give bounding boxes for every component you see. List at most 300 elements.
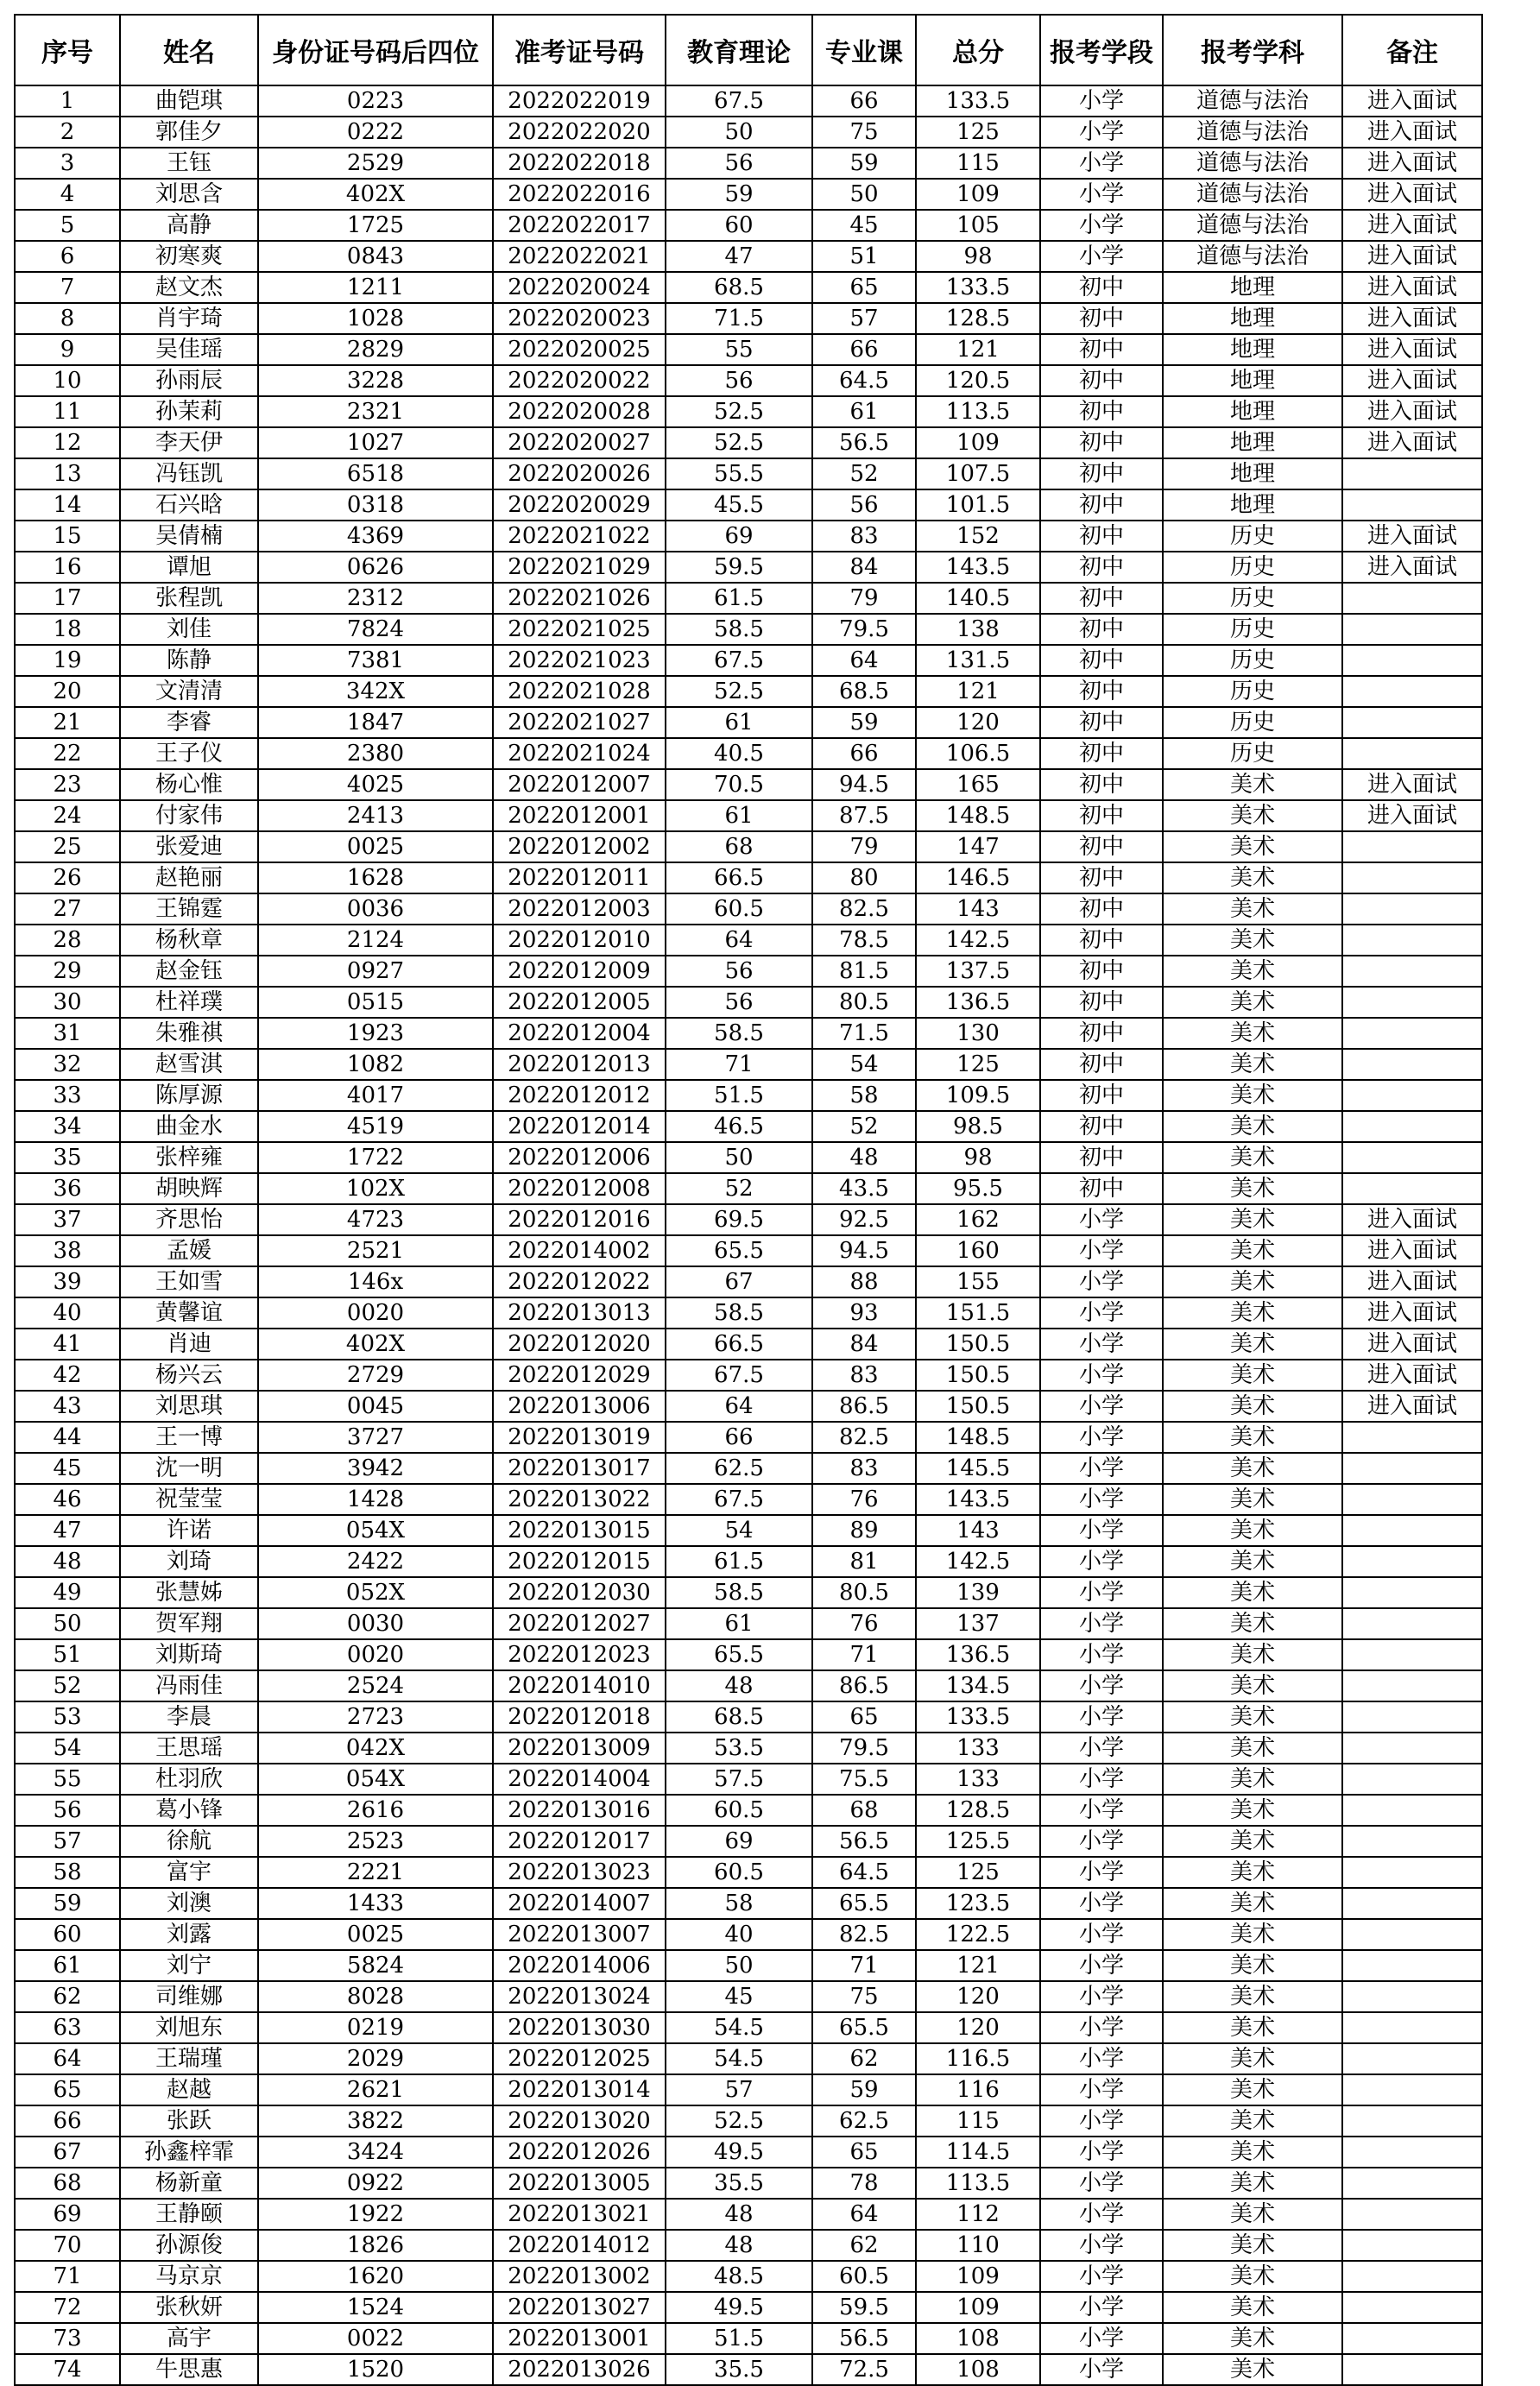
cell-subject: 地理 — [1163, 303, 1342, 334]
table-row — [15, 85, 1482, 117]
cell-school-level: 小学 — [1040, 2012, 1163, 2043]
cell-major-course: 61 — [812, 396, 916, 427]
cell-seq: 56 — [15, 1795, 120, 1826]
table-row — [15, 2012, 1482, 2043]
cell-seq: 31 — [15, 1018, 120, 1049]
cell-major-course: 71 — [812, 1639, 916, 1670]
cell-subject: 地理 — [1163, 427, 1342, 458]
cell-exam-number: 2022012022 — [493, 1266, 666, 1297]
cell-school-level: 小学 — [1040, 1888, 1163, 1919]
cell-seq: 46 — [15, 1484, 120, 1515]
cell-major-course: 75.5 — [812, 1764, 916, 1795]
cell-major-course: 86.5 — [812, 1391, 916, 1422]
cell-school-level: 初中 — [1040, 303, 1163, 334]
cell-remark — [1342, 1733, 1482, 1764]
table-row — [15, 1329, 1482, 1360]
cell-major-course: 83 — [812, 1453, 916, 1484]
cell-name: 沈一明 — [120, 1453, 258, 1484]
cell-subject: 美术 — [1163, 1204, 1342, 1235]
cell-school-level: 小学 — [1040, 1577, 1163, 1608]
cell-seq: 66 — [15, 2105, 120, 2137]
cell-exam-number: 2022012003 — [493, 893, 666, 925]
cell-remark — [1342, 1701, 1482, 1733]
cell-id-last4: 2029 — [258, 2043, 493, 2074]
cell-exam-number: 2022014006 — [493, 1950, 666, 1981]
cell-id-last4: 3228 — [258, 365, 493, 396]
cell-major-course: 82.5 — [812, 1422, 916, 1453]
cell-remark — [1342, 1950, 1482, 1981]
cell-total: 139 — [916, 1577, 1040, 1608]
cell-seq: 45 — [15, 1453, 120, 1484]
cell-education-theory: 49.5 — [666, 2137, 812, 2168]
cell-subject: 美术 — [1163, 1608, 1342, 1639]
table-row — [15, 1733, 1482, 1764]
cell-subject: 美术 — [1163, 1733, 1342, 1764]
cell-education-theory: 35.5 — [666, 2354, 812, 2385]
cell-name: 王如雪 — [120, 1266, 258, 1297]
cell-education-theory: 60 — [666, 210, 812, 241]
cell-major-course: 92.5 — [812, 1204, 916, 1235]
cell-total: 101.5 — [916, 489, 1040, 521]
cell-total: 109 — [916, 179, 1040, 210]
cell-exam-number: 2022022018 — [493, 148, 666, 179]
cell-education-theory: 67.5 — [666, 1360, 812, 1391]
table-row — [15, 2168, 1482, 2199]
cell-remark — [1342, 1111, 1482, 1142]
table-row — [15, 769, 1482, 800]
cell-major-course: 50 — [812, 179, 916, 210]
cell-total: 134.5 — [916, 1670, 1040, 1701]
cell-subject: 历史 — [1163, 552, 1342, 583]
cell-school-level: 初中 — [1040, 800, 1163, 831]
cell-seq: 69 — [15, 2199, 120, 2230]
cell-name: 马京京 — [120, 2261, 258, 2292]
cell-seq: 22 — [15, 738, 120, 769]
cell-id-last4: 1847 — [258, 707, 493, 738]
cell-education-theory: 57 — [666, 2074, 812, 2105]
cell-seq: 3 — [15, 148, 120, 179]
cell-exam-number: 2022012020 — [493, 1329, 666, 1360]
cell-total: 150.5 — [916, 1329, 1040, 1360]
table-row — [15, 1639, 1482, 1670]
cell-exam-number: 2022013001 — [493, 2323, 666, 2354]
cell-school-level: 初中 — [1040, 1049, 1163, 1080]
cell-remark: 进入面试 — [1342, 1360, 1482, 1391]
table-row — [15, 365, 1482, 396]
cell-school-level: 初中 — [1040, 645, 1163, 676]
cell-seq: 1 — [15, 85, 120, 117]
header-exam-number: 准考证号码 — [493, 15, 666, 85]
cell-total: 120.5 — [916, 365, 1040, 396]
cell-id-last4: 146x — [258, 1266, 493, 1297]
cell-remark: 进入面试 — [1342, 148, 1482, 179]
cell-name: 曲金水 — [120, 1111, 258, 1142]
cell-subject: 美术 — [1163, 831, 1342, 862]
cell-school-level: 初中 — [1040, 925, 1163, 956]
cell-id-last4: 402X — [258, 179, 493, 210]
cell-id-last4: 1524 — [258, 2292, 493, 2323]
cell-exam-number: 2022012017 — [493, 1826, 666, 1857]
cell-name: 刘澳 — [120, 1888, 258, 1919]
cell-name: 杜祥璞 — [120, 987, 258, 1018]
cell-id-last4: 0036 — [258, 893, 493, 925]
cell-subject: 美术 — [1163, 925, 1342, 956]
cell-seq: 25 — [15, 831, 120, 862]
table-row — [15, 1453, 1482, 1484]
cell-seq: 62 — [15, 1981, 120, 2012]
cell-remark: 进入面试 — [1342, 334, 1482, 365]
cell-education-theory: 60.5 — [666, 1857, 812, 1888]
cell-exam-number: 2022020028 — [493, 396, 666, 427]
cell-remark — [1342, 831, 1482, 862]
cell-subject: 美术 — [1163, 1453, 1342, 1484]
cell-major-course: 71 — [812, 1950, 916, 1981]
cell-remark: 进入面试 — [1342, 552, 1482, 583]
cell-major-course: 56.5 — [812, 1826, 916, 1857]
cell-exam-number: 2022013014 — [493, 2074, 666, 2105]
cell-total: 136.5 — [916, 987, 1040, 1018]
cell-name: 贺军翔 — [120, 1608, 258, 1639]
cell-subject: 美术 — [1163, 1049, 1342, 1080]
cell-exam-number: 2022022019 — [493, 85, 666, 117]
cell-major-course: 59 — [812, 148, 916, 179]
cell-remark — [1342, 2012, 1482, 2043]
table-row — [15, 1142, 1482, 1173]
cell-subject: 道德与法治 — [1163, 179, 1342, 210]
cell-total: 115 — [916, 148, 1040, 179]
cell-seq: 20 — [15, 676, 120, 707]
cell-name: 孙源俊 — [120, 2230, 258, 2261]
cell-major-course: 66 — [812, 738, 916, 769]
cell-school-level: 初中 — [1040, 614, 1163, 645]
cell-education-theory: 52.5 — [666, 396, 812, 427]
cell-school-level: 初中 — [1040, 987, 1163, 1018]
cell-id-last4: 0020 — [258, 1639, 493, 1670]
cell-education-theory: 67.5 — [666, 645, 812, 676]
cell-exam-number: 2022013005 — [493, 2168, 666, 2199]
cell-seq: 58 — [15, 1857, 120, 1888]
cell-total: 114.5 — [916, 2137, 1040, 2168]
cell-subject: 美术 — [1163, 2043, 1342, 2074]
cell-school-level: 初中 — [1040, 552, 1163, 583]
cell-id-last4: 4017 — [258, 1080, 493, 1111]
cell-name: 王子仪 — [120, 738, 258, 769]
cell-remark — [1342, 676, 1482, 707]
cell-major-course: 82.5 — [812, 893, 916, 925]
cell-exam-number: 2022021026 — [493, 583, 666, 614]
cell-name: 赵金钰 — [120, 956, 258, 987]
cell-remark — [1342, 2230, 1482, 2261]
cell-school-level: 小学 — [1040, 117, 1163, 148]
cell-education-theory: 61 — [666, 707, 812, 738]
cell-education-theory: 66.5 — [666, 862, 812, 893]
cell-remark: 进入面试 — [1342, 521, 1482, 552]
table-row — [15, 303, 1482, 334]
cell-seq: 15 — [15, 521, 120, 552]
cell-subject: 美术 — [1163, 1826, 1342, 1857]
cell-id-last4: 0927 — [258, 956, 493, 987]
cell-name: 谭旭 — [120, 552, 258, 583]
cell-subject: 美术 — [1163, 1670, 1342, 1701]
cell-subject: 美术 — [1163, 1764, 1342, 1795]
cell-seq: 7 — [15, 272, 120, 303]
cell-total: 107.5 — [916, 458, 1040, 489]
cell-total: 140.5 — [916, 583, 1040, 614]
cell-seq: 42 — [15, 1360, 120, 1391]
table-row — [15, 2354, 1482, 2385]
cell-major-course: 58 — [812, 1080, 916, 1111]
cell-total: 155 — [916, 1266, 1040, 1297]
cell-name: 胡映辉 — [120, 1173, 258, 1204]
cell-school-level: 小学 — [1040, 1266, 1163, 1297]
cell-id-last4: 054X — [258, 1515, 493, 1546]
cell-name: 刘旭东 — [120, 2012, 258, 2043]
header-subject: 报考学科 — [1163, 15, 1342, 85]
cell-total: 133.5 — [916, 1701, 1040, 1733]
cell-exam-number: 2022020022 — [493, 365, 666, 396]
cell-total: 122.5 — [916, 1919, 1040, 1950]
cell-name: 王瑞瑾 — [120, 2043, 258, 2074]
cell-major-course: 66 — [812, 85, 916, 117]
cell-id-last4: 0030 — [258, 1608, 493, 1639]
cell-school-level: 小学 — [1040, 1391, 1163, 1422]
cell-major-course: 75 — [812, 1981, 916, 2012]
cell-major-course: 48 — [812, 1142, 916, 1173]
cell-exam-number: 2022012027 — [493, 1608, 666, 1639]
cell-education-theory: 67.5 — [666, 1484, 812, 1515]
cell-major-course: 45 — [812, 210, 916, 241]
cell-major-course: 86.5 — [812, 1670, 916, 1701]
cell-seq: 40 — [15, 1297, 120, 1329]
cell-name: 王锦霆 — [120, 893, 258, 925]
cell-total: 125 — [916, 1049, 1040, 1080]
cell-education-theory: 52.5 — [666, 427, 812, 458]
cell-id-last4: 0219 — [258, 2012, 493, 2043]
cell-name: 刘佳 — [120, 614, 258, 645]
cell-id-last4: 2321 — [258, 396, 493, 427]
cell-school-level: 初中 — [1040, 1080, 1163, 1111]
cell-total: 150.5 — [916, 1360, 1040, 1391]
cell-seq: 73 — [15, 2323, 120, 2354]
cell-total: 108 — [916, 2323, 1040, 2354]
table-row — [15, 583, 1482, 614]
cell-exam-number: 2022013024 — [493, 1981, 666, 2012]
cell-remark — [1342, 1919, 1482, 1950]
cell-education-theory: 64 — [666, 925, 812, 956]
cell-school-level: 小学 — [1040, 1422, 1163, 1453]
table-row — [15, 2230, 1482, 2261]
cell-education-theory: 67 — [666, 1266, 812, 1297]
cell-education-theory: 47 — [666, 241, 812, 272]
cell-subject: 道德与法治 — [1163, 210, 1342, 241]
cell-exam-number: 2022020024 — [493, 272, 666, 303]
cell-name: 冯钰凯 — [120, 458, 258, 489]
cell-total: 109 — [916, 2292, 1040, 2323]
cell-exam-number: 2022021029 — [493, 552, 666, 583]
cell-remark — [1342, 1484, 1482, 1515]
table-row — [15, 1670, 1482, 1701]
cell-seq: 34 — [15, 1111, 120, 1142]
cell-seq: 71 — [15, 2261, 120, 2292]
table-row — [15, 2199, 1482, 2230]
cell-seq: 13 — [15, 458, 120, 489]
cell-total: 125 — [916, 1857, 1040, 1888]
cell-total: 98 — [916, 241, 1040, 272]
cell-exam-number: 2022022017 — [493, 210, 666, 241]
cell-remark — [1342, 2354, 1482, 2385]
cell-total: 109 — [916, 427, 1040, 458]
cell-remark — [1342, 1515, 1482, 1546]
cell-name: 许诺 — [120, 1515, 258, 1546]
cell-subject: 美术 — [1163, 1329, 1342, 1360]
cell-school-level: 初中 — [1040, 396, 1163, 427]
cell-school-level: 小学 — [1040, 1826, 1163, 1857]
cell-education-theory: 52 — [666, 1173, 812, 1204]
cell-id-last4: 7824 — [258, 614, 493, 645]
cell-education-theory: 45 — [666, 1981, 812, 2012]
cell-education-theory: 70.5 — [666, 769, 812, 800]
cell-exam-number: 2022012006 — [493, 1142, 666, 1173]
cell-name: 刘思含 — [120, 179, 258, 210]
cell-school-level: 小学 — [1040, 2105, 1163, 2137]
cell-major-course: 56.5 — [812, 2323, 916, 2354]
cell-school-level: 初中 — [1040, 956, 1163, 987]
cell-exam-number: 2022013017 — [493, 1453, 666, 1484]
cell-education-theory: 71 — [666, 1049, 812, 1080]
cell-subject: 美术 — [1163, 1981, 1342, 2012]
cell-id-last4: 0843 — [258, 241, 493, 272]
cell-remark: 进入面试 — [1342, 210, 1482, 241]
cell-remark — [1342, 645, 1482, 676]
table-row — [15, 800, 1482, 831]
cell-subject: 历史 — [1163, 676, 1342, 707]
cell-exam-number: 2022020027 — [493, 427, 666, 458]
table-row — [15, 862, 1482, 893]
cell-seq: 39 — [15, 1266, 120, 1297]
cell-seq: 70 — [15, 2230, 120, 2261]
cell-exam-number: 2022013016 — [493, 1795, 666, 1826]
cell-id-last4: 1211 — [258, 272, 493, 303]
cell-total: 121 — [916, 676, 1040, 707]
cell-major-course: 52 — [812, 1111, 916, 1142]
cell-subject: 美术 — [1163, 769, 1342, 800]
cell-exam-number: 2022021025 — [493, 614, 666, 645]
cell-exam-number: 2022012012 — [493, 1080, 666, 1111]
cell-name: 初寒爽 — [120, 241, 258, 272]
cell-exam-number: 2022013026 — [493, 2354, 666, 2385]
cell-school-level: 初中 — [1040, 769, 1163, 800]
cell-total: 112 — [916, 2199, 1040, 2230]
cell-id-last4: 402X — [258, 1329, 493, 1360]
table-row — [15, 645, 1482, 676]
cell-total: 143 — [916, 893, 1040, 925]
cell-education-theory: 59.5 — [666, 552, 812, 583]
cell-id-last4: 0222 — [258, 117, 493, 148]
table-row — [15, 1173, 1482, 1204]
cell-subject: 历史 — [1163, 645, 1342, 676]
cell-total: 120 — [916, 707, 1040, 738]
cell-school-level: 小学 — [1040, 148, 1163, 179]
cell-education-theory: 61 — [666, 1608, 812, 1639]
cell-education-theory: 56 — [666, 148, 812, 179]
cell-exam-number: 2022012002 — [493, 831, 666, 862]
cell-remark — [1342, 489, 1482, 521]
cell-id-last4: 2616 — [258, 1795, 493, 1826]
cell-seq: 61 — [15, 1950, 120, 1981]
cell-name: 刘思琪 — [120, 1391, 258, 1422]
cell-id-last4: 4369 — [258, 521, 493, 552]
cell-remark — [1342, 458, 1482, 489]
cell-major-course: 76 — [812, 1608, 916, 1639]
cell-school-level: 小学 — [1040, 1546, 1163, 1577]
table-row — [15, 1360, 1482, 1391]
table-row — [15, 148, 1482, 179]
table-row — [15, 614, 1482, 645]
cell-major-course: 80.5 — [812, 1577, 916, 1608]
cell-subject: 美术 — [1163, 1142, 1342, 1173]
cell-remark — [1342, 1142, 1482, 1173]
cell-major-course: 80 — [812, 862, 916, 893]
cell-seq: 50 — [15, 1608, 120, 1639]
cell-remark: 进入面试 — [1342, 1391, 1482, 1422]
cell-id-last4: 1028 — [258, 303, 493, 334]
cell-education-theory: 61 — [666, 800, 812, 831]
table-row — [15, 1577, 1482, 1608]
table-row — [15, 1391, 1482, 1422]
cell-major-course: 84 — [812, 552, 916, 583]
header-row — [15, 15, 1482, 85]
cell-subject: 美术 — [1163, 1018, 1342, 1049]
cell-seq: 4 — [15, 179, 120, 210]
cell-school-level: 小学 — [1040, 2292, 1163, 2323]
cell-seq: 12 — [15, 427, 120, 458]
cell-major-course: 64 — [812, 645, 916, 676]
cell-education-theory: 58.5 — [666, 1018, 812, 1049]
cell-exam-number: 2022013015 — [493, 1515, 666, 1546]
cell-exam-number: 2022020023 — [493, 303, 666, 334]
cell-id-last4: 1433 — [258, 1888, 493, 1919]
cell-subject: 美术 — [1163, 2012, 1342, 2043]
cell-name: 冯雨佳 — [120, 1670, 258, 1701]
cell-name: 李晨 — [120, 1701, 258, 1733]
cell-remark — [1342, 862, 1482, 893]
cell-exam-number: 2022014010 — [493, 1670, 666, 1701]
cell-major-course: 52 — [812, 458, 916, 489]
cell-id-last4: 4723 — [258, 1204, 493, 1235]
cell-seq: 55 — [15, 1764, 120, 1795]
cell-school-level: 小学 — [1040, 2230, 1163, 2261]
cell-school-level: 小学 — [1040, 2199, 1163, 2230]
cell-total: 136.5 — [916, 1639, 1040, 1670]
cell-total: 116 — [916, 2074, 1040, 2105]
cell-school-level: 初中 — [1040, 1111, 1163, 1142]
cell-education-theory: 61.5 — [666, 583, 812, 614]
table-row — [15, 925, 1482, 956]
cell-seq: 21 — [15, 707, 120, 738]
cell-major-course: 56.5 — [812, 427, 916, 458]
cell-remark — [1342, 2074, 1482, 2105]
cell-exam-number: 2022014012 — [493, 2230, 666, 2261]
cell-major-course: 80.5 — [812, 987, 916, 1018]
cell-subject: 美术 — [1163, 1577, 1342, 1608]
cell-name: 刘露 — [120, 1919, 258, 1950]
table-row — [15, 2261, 1482, 2292]
cell-name: 高宇 — [120, 2323, 258, 2354]
cell-seq: 6 — [15, 241, 120, 272]
cell-exam-number: 2022012008 — [493, 1173, 666, 1204]
cell-seq: 32 — [15, 1049, 120, 1080]
cell-id-last4: 052X — [258, 1577, 493, 1608]
